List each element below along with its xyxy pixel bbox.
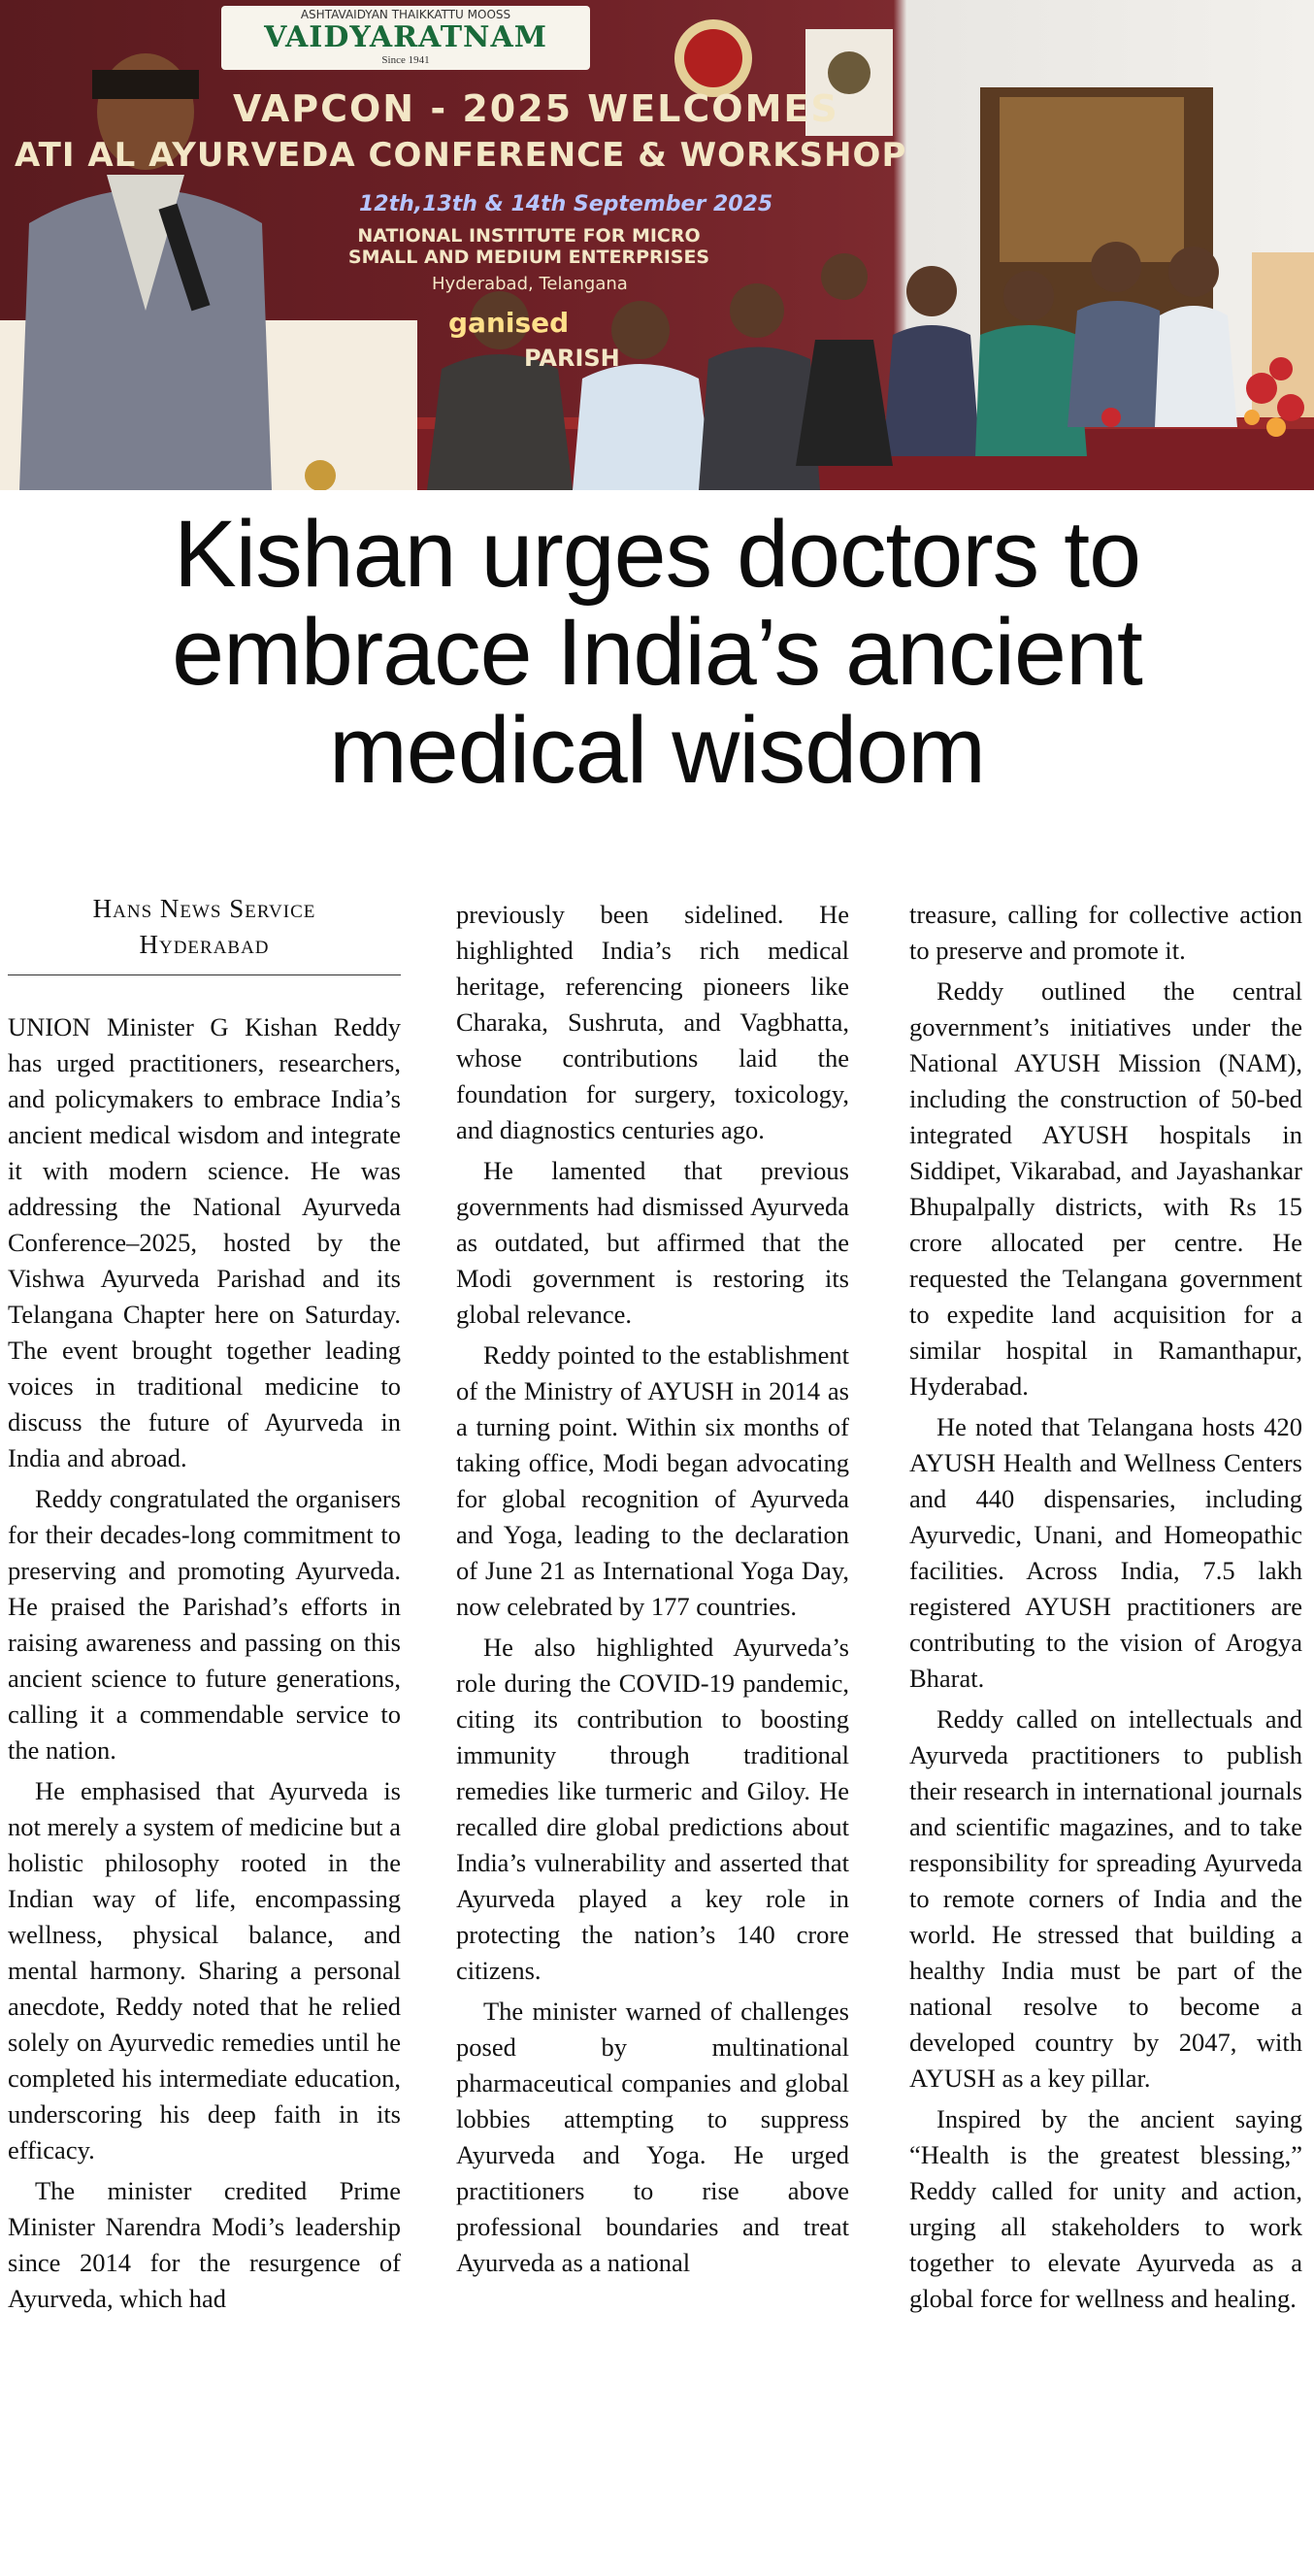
paragraph: Reddy pointed to the establishment of the Ministry of AYUSH in 2014 as a turning point. Within six months of taking office, Modi began advocating for global recognition of Ayurveda and Yoga, leading to the declaration of June 21 as International Yoga Day, now celebrated by 177 countries. [456, 1340, 849, 1621]
banner-parish: PARISH [524, 345, 620, 372]
paragraph: The minister credited Prime Minister Narendra Modi’s leadership since 2014 for the resurgence of Ayurveda, which had [8, 2176, 401, 2313]
banner-line-1: VAPCON - 2025 WELCOMES [233, 87, 839, 130]
article-column-2 [456, 897, 849, 2286]
byline [8, 891, 401, 963]
paragraph: The minister warned of challenges posed by multinational pharmaceutical companies and global lobbies attempting to suppress Ayurveda and Yoga. He urged practitioners to rise above professional boundaries and treat Ayurveda as a national [456, 1997, 849, 2277]
byline-divider [8, 974, 401, 975]
paragraph: Reddy outlined the central government’s initiatives under the National AYUSH Mission (NAM), including the construction of 50-bed integrated AYUSH hospitals in Siddipet, Vikarabad, and Jayashankar Bhupalpally districts, with Rs 15 crore allocated per centre. He requested the Telangana government to expedite land acquisition for a similar hospital in Ramanthapur, Hyderabad. [909, 976, 1302, 1401]
headline-line-2: embrace India’s ancient [172, 599, 1142, 705]
article-headline [0, 501, 1314, 803]
paragraph: previously been sidelined. He highlighted India’s rich medical heritage, referencing pioneers like Charaka, Sushruta, and Vagbhatta, whose contributions laid the foundation for surgery, toxicology, and diagnostics centuries ago. [456, 900, 849, 1144]
byline-service: Hans News Service [92, 894, 316, 923]
article-column-1 [8, 1009, 401, 2322]
paragraph: Inspired by the ancient saying “Health is the greatest blessing,” Reddy called for unity and action, urging all stakeholders to work together to elevate Ayurveda as a global force for wellness and healing. [909, 2104, 1302, 2313]
banner-dates: 12th,13th & 14th September 2025 [359, 192, 773, 216]
banner-venue [340, 225, 718, 268]
paragraph: He noted that Telangana hosts 420 AYUSH Health and Wellness Centers and 440 dispensaries, including Ayurvedic, Unani, and Homeopathic facilities. Across India, 7.5 lakh registered AYUSH practitioners are contributing to the vision of Arogya Bharat. [909, 1412, 1302, 1693]
paragraph: Reddy called on intellectuals and Ayurveda practitioners to publish their research in international journals and scientific magazines, and to take responsibility for spreading Ayurveda to remote corners of India and the world. He stressed that building a healthy India must be part of the national resolve to become a developed country by 2047, with AYUSH as a key pillar. [909, 1704, 1302, 2093]
paragraph: treasure, calling for collective action to preserve and promote it. [909, 900, 1302, 965]
headline-line-3: medical wisdom [329, 697, 985, 803]
banner-top-small: ASHTAVAIDYAN THAIKKATTU MOOSS [300, 8, 511, 21]
banner-city: Hyderabad, Telangana [432, 274, 628, 294]
article-column-3 [909, 897, 1302, 2322]
paragraph: He also highlighted Ayurveda’s role during the COVID-19 pandemic, citing its contribution to boosting immunity through traditional remedies like turmeric and Giloy. He recalled dire global predictions about India’s vulnerability and asserted that Ayurveda played a key role in protecting the nation’s 140 crore citizens. [456, 1633, 849, 1985]
paragraph: He emphasised that Ayurveda is not merely a system of medicine but a holistic philosophy rooted in the Indian way of life, encompassing wellness, physical balance, and mental harmony. Sharing a personal anecdote, Reddy noted that he relied solely on Ayurvedic remedies until he completed his intermediate education, underscoring his deep faith in its efficacy. [8, 1776, 401, 2164]
banner-since: Since 1941 [381, 54, 430, 66]
banner-venue-text: NATIONAL INSTITUTE FOR MICRO SMALL AND MEDIUM ENTERPRISES [347, 225, 710, 268]
vaidyaratnam-logo-banner [221, 6, 590, 70]
byline-place: Hyderabad [139, 930, 270, 959]
article-photo [0, 0, 1314, 490]
banner-brand: VAIDYARATNAM [264, 20, 547, 54]
headline-line-1: Kishan urges doctors to [173, 501, 1141, 607]
paragraph: UNION Minister G Kishan Reddy has urged practitioners, researchers, and policymakers to embrace India’s ancient medical wisdom and integrate it with modern science. He was addressing the National Ayurveda Conference–2025, hosted by the Vishwa Ayurveda Parishad and its Telangana Chapter here on Saturday. The event brought together leading voices in traditional medicine to discuss the future of Ayurveda in India and abroad. [8, 1012, 401, 1472]
paragraph: Reddy congratulated the organisers for their decades-long commitment to preserving and promoting Ayurveda. He praised the Parishad’s efforts in raising awareness and passing on this ancient science to future generations, calling it a commendable service to the nation. [8, 1484, 401, 1765]
paragraph: He lamented that previous governments had dismissed Ayurveda as outdated, but affirmed that the Modi government is restoring its global relevance. [456, 1156, 849, 1329]
banner-line-2: ATI AL AYURVEDA CONFERENCE & WORKSHOP [15, 136, 907, 175]
banner-organised: ganised [448, 307, 570, 339]
